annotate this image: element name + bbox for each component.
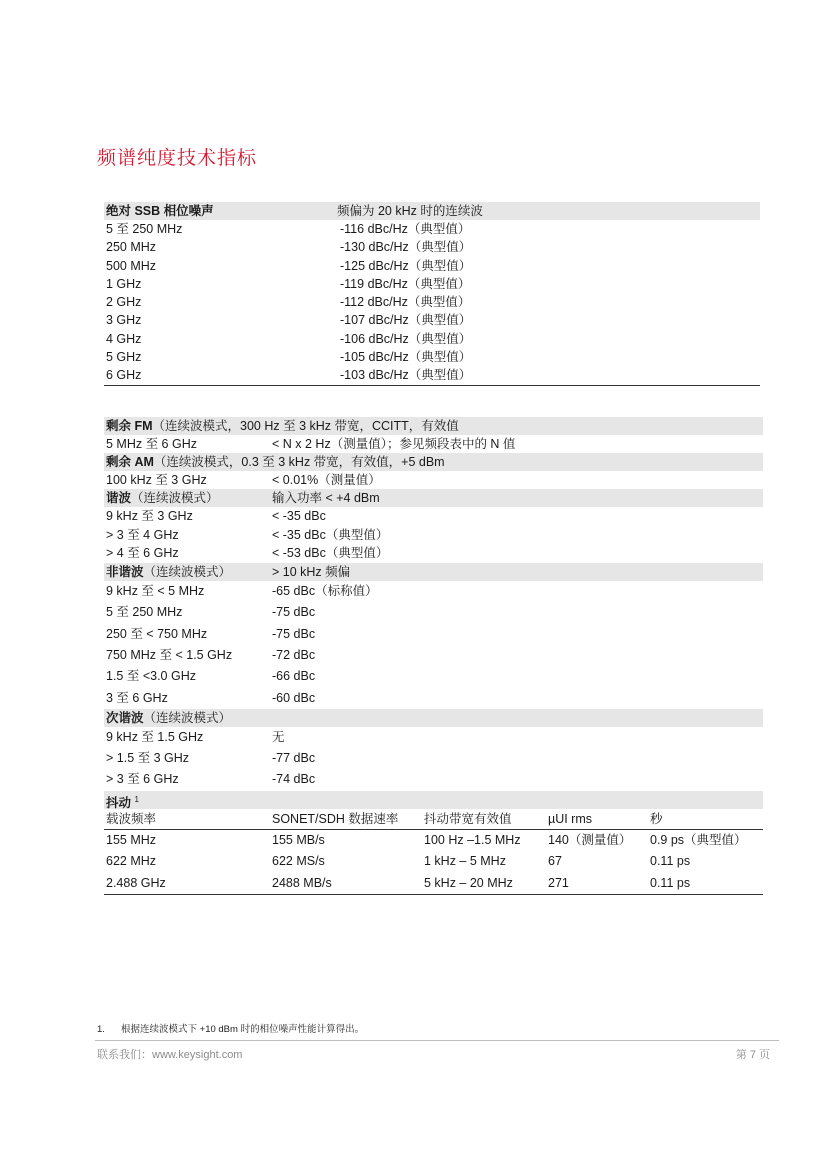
residual-fm-value: < N x 2 Hz（测量值）；参见频段表中的 N 值 xyxy=(272,437,516,451)
jitter-column-header: µUI rms xyxy=(548,811,593,826)
jitter-header xyxy=(104,791,763,809)
nonharmonics-row xyxy=(104,645,763,666)
harmonics-condition: 输入功率 < +4 dBm xyxy=(272,491,380,505)
ssb-row xyxy=(104,257,760,275)
jitter-footnote-ref: 1 xyxy=(134,794,139,804)
nonharmonics-row-cell: 3 至 6 GHz xyxy=(106,690,168,705)
nonharmonics-row xyxy=(104,666,763,687)
subharmonics-header xyxy=(104,709,763,727)
residual-am-range: 100 kHz 至 3 GHz xyxy=(106,473,207,487)
residual-fm-note: （连续波模式，300 Hz 至 3 kHz 带宽，CCITT，有效值 xyxy=(152,419,459,433)
jitter-row-cell: 100 Hz –1.5 MHz xyxy=(424,832,521,847)
ssb-header-condition: 频偏为 20 kHz 时的连续波 xyxy=(337,204,483,218)
harmonics-note: （连续波模式） xyxy=(131,491,219,505)
ssb-row xyxy=(104,348,760,366)
jitter-row xyxy=(104,873,763,895)
nonharmonics-row-cell: 5 至 250 MHz xyxy=(106,605,183,620)
nonharmonics-row-cell: 9 kHz 至 < 5 MHz xyxy=(106,584,205,599)
nonharmonics-row-cell: 250 至 < 750 MHz xyxy=(106,626,208,641)
ssb-row-cell: -116 dBc/Hz（典型值） xyxy=(340,222,471,236)
subharmonics-note: （连续波模式） xyxy=(143,710,232,725)
ssb-row-cell: 250 MHz xyxy=(106,240,157,255)
subharmonics-row-cell: -77 dBc xyxy=(272,751,316,766)
nonharmonics-note: （连续波模式） xyxy=(143,565,232,580)
subharmonics-row-cell: 9 kHz 至 1.5 GHz xyxy=(106,729,204,744)
jitter-row-cell: 5 kHz – 20 MHz xyxy=(424,875,513,890)
ssb-row xyxy=(104,330,760,348)
jitter-rows xyxy=(104,830,763,896)
jitter-row-cell: 2.488 GHz xyxy=(106,875,166,890)
ssb-row-cell: 3 GHz xyxy=(106,313,142,328)
nonharmonics-row xyxy=(104,581,763,602)
ssb-row-cell: 500 MHz xyxy=(106,258,157,273)
nonharmonics-row-cell: -72 dBc xyxy=(272,647,316,662)
footnote-text: 根据连续波模式下 +10 dBm 时的相位噪声性能计算得出。 xyxy=(121,1024,365,1035)
ssb-rows xyxy=(104,220,760,386)
residual-fm-row xyxy=(104,435,763,453)
jitter-row-cell: 155 MHz xyxy=(106,832,157,847)
harmonics-row xyxy=(104,544,763,563)
ssb-row-cell: 4 GHz xyxy=(106,331,142,346)
jitter-row-cell: 155 MB/s xyxy=(272,832,325,847)
footer-contact: 联系我们：www.keysight.com xyxy=(97,1049,243,1061)
harmonics-row-cell: > 3 至 4 GHz xyxy=(106,527,179,542)
subharmonics-row-cell: -74 dBc xyxy=(272,772,316,787)
residual-am-row xyxy=(104,471,763,489)
harmonics-row xyxy=(104,507,763,526)
residual-am-note: （连续波模式，0.3 至 3 kHz 带宽，有效值，+5 dBm xyxy=(153,455,445,469)
jitter-row-cell: 2488 MB/s xyxy=(272,875,332,890)
ssb-row-cell: 5 至 250 MHz xyxy=(106,222,183,236)
nonharmonics-row-cell: 750 MHz 至 < 1.5 GHz xyxy=(106,647,233,662)
nonharmonics-row-cell: 1.5 至 <3.0 GHz xyxy=(106,669,196,684)
residual-fm-range: 5 MHz 至 6 GHz xyxy=(106,437,197,451)
nonharmonics-row-cell: -75 dBc xyxy=(272,605,316,620)
subharmonics-row-cell: 无 xyxy=(272,729,285,744)
jitter-row-cell: 271 xyxy=(548,875,569,890)
harmonics-rows xyxy=(104,507,763,563)
jitter-row-cell: 1 kHz – 5 MHz xyxy=(424,854,506,869)
jitter-row-cell: 0.11 ps xyxy=(650,875,691,890)
subharmonics-row-cell: > 1.5 至 3 GHz xyxy=(106,751,190,766)
ssb-row-cell: -103 dBc/Hz（典型值） xyxy=(340,368,472,383)
ssb-row-cell: -112 dBc/Hz（典型值） xyxy=(340,295,471,310)
nonharmonics-row xyxy=(104,688,763,709)
jitter-title: 抖动 xyxy=(106,795,132,810)
footnote-number: 1. xyxy=(97,1024,105,1035)
page-title: 频谱纯度技术指标 xyxy=(97,148,258,169)
harmonics-row-cell: < -53 dBc（典型值） xyxy=(272,546,389,561)
residual-am-title: 剩余 AM xyxy=(106,455,154,469)
jitter-row xyxy=(104,830,763,852)
ssb-row-cell: -107 dBc/Hz（典型值） xyxy=(340,313,472,328)
harmonics-row-cell: 9 kHz 至 3 GHz xyxy=(106,509,193,523)
ssb-row-cell: -130 dBc/Hz（典型值） xyxy=(340,240,472,255)
nonharmonics-header xyxy=(104,563,763,581)
jitter-column-header: 秒 xyxy=(650,811,663,826)
nonharmonics-rows xyxy=(104,581,763,709)
harmonics-row-cell: < -35 dBc（典型值） xyxy=(272,527,389,542)
nonharmonics-row-cell: -66 dBc xyxy=(272,669,316,684)
harmonics-row xyxy=(104,526,763,545)
jitter-row-cell: 622 MS/s xyxy=(272,854,325,869)
jitter-row xyxy=(104,851,763,873)
ssb-header-row xyxy=(104,202,760,220)
jitter-row-cell: 0.9 ps（典型值） xyxy=(650,832,747,847)
jitter-column-header: 抖动带宽有效值 xyxy=(424,811,512,826)
residual-fm-title: 剩余 FM xyxy=(106,419,153,433)
jitter-column-headers xyxy=(104,809,763,830)
jitter-row-cell: 0.11 ps xyxy=(650,854,691,869)
nonharmonics-row-cell: -65 dBc（标称值） xyxy=(272,584,378,599)
subharmonics-row xyxy=(104,727,763,748)
residual-am-value: < 0.01%（测量值） xyxy=(272,473,381,487)
subharmonics-rows xyxy=(104,727,763,791)
residual-am-header xyxy=(104,453,763,471)
jitter-column-header: 载波频率 xyxy=(106,811,157,826)
subharmonics-row-cell: > 3 至 6 GHz xyxy=(106,772,179,787)
ssb-row xyxy=(104,311,760,329)
jitter-column-header: SONET/SDH 数据速率 xyxy=(272,811,399,826)
jitter-row-cell: 622 MHz xyxy=(106,854,157,869)
jitter-row-cell: 140（测量值） xyxy=(548,832,632,847)
ssb-row xyxy=(104,275,760,293)
subharmonics-title: 次谐波 xyxy=(106,710,144,725)
ssb-row-cell: 5 GHz xyxy=(106,350,142,365)
footer-page-number: 第 7 页 xyxy=(735,1049,770,1061)
ssb-row xyxy=(104,366,760,384)
jitter-row-cell: 67 xyxy=(548,854,562,869)
ssb-row-cell: -125 dBc/Hz（典型值） xyxy=(340,258,472,273)
ssb-row xyxy=(104,293,760,311)
ssb-row-cell: 1 GHz xyxy=(106,276,142,291)
subharmonics-row xyxy=(104,748,763,769)
residual-fm-header xyxy=(104,417,763,435)
subharmonics-row xyxy=(104,769,763,790)
ssb-row-cell: 6 GHz xyxy=(106,368,142,383)
ssb-row xyxy=(104,220,760,238)
footer-divider xyxy=(95,1040,779,1041)
harmonics-row-cell: < -35 dBc xyxy=(272,509,326,523)
nonharmonics-row xyxy=(104,624,763,645)
harmonics-header xyxy=(104,489,763,507)
ssb-row-cell: -105 dBc/Hz（典型值） xyxy=(340,350,472,365)
ssb-header-label: 绝对 SSB 相位噪声 xyxy=(106,204,214,218)
ssb-row xyxy=(104,238,760,256)
harmonics-row-cell: > 4 至 6 GHz xyxy=(106,546,179,561)
nonharmonics-row-cell: -60 dBc xyxy=(272,690,316,705)
ssb-row-cell: -119 dBc/Hz（典型值） xyxy=(340,276,471,291)
ssb-phase-noise-table xyxy=(104,202,760,386)
harmonics-title: 谐波 xyxy=(106,491,132,505)
footnote xyxy=(97,1021,364,1035)
nonharmonics-condition: > 10 kHz 频偏 xyxy=(272,565,351,580)
nonharmonics-title: 非谐波 xyxy=(106,565,144,580)
spectral-purity-table xyxy=(104,417,763,895)
nonharmonics-row xyxy=(104,602,763,623)
ssb-row-cell: -106 dBc/Hz（典型值） xyxy=(340,331,472,346)
ssb-row-cell: 2 GHz xyxy=(106,295,142,310)
nonharmonics-row-cell: -75 dBc xyxy=(272,626,316,641)
